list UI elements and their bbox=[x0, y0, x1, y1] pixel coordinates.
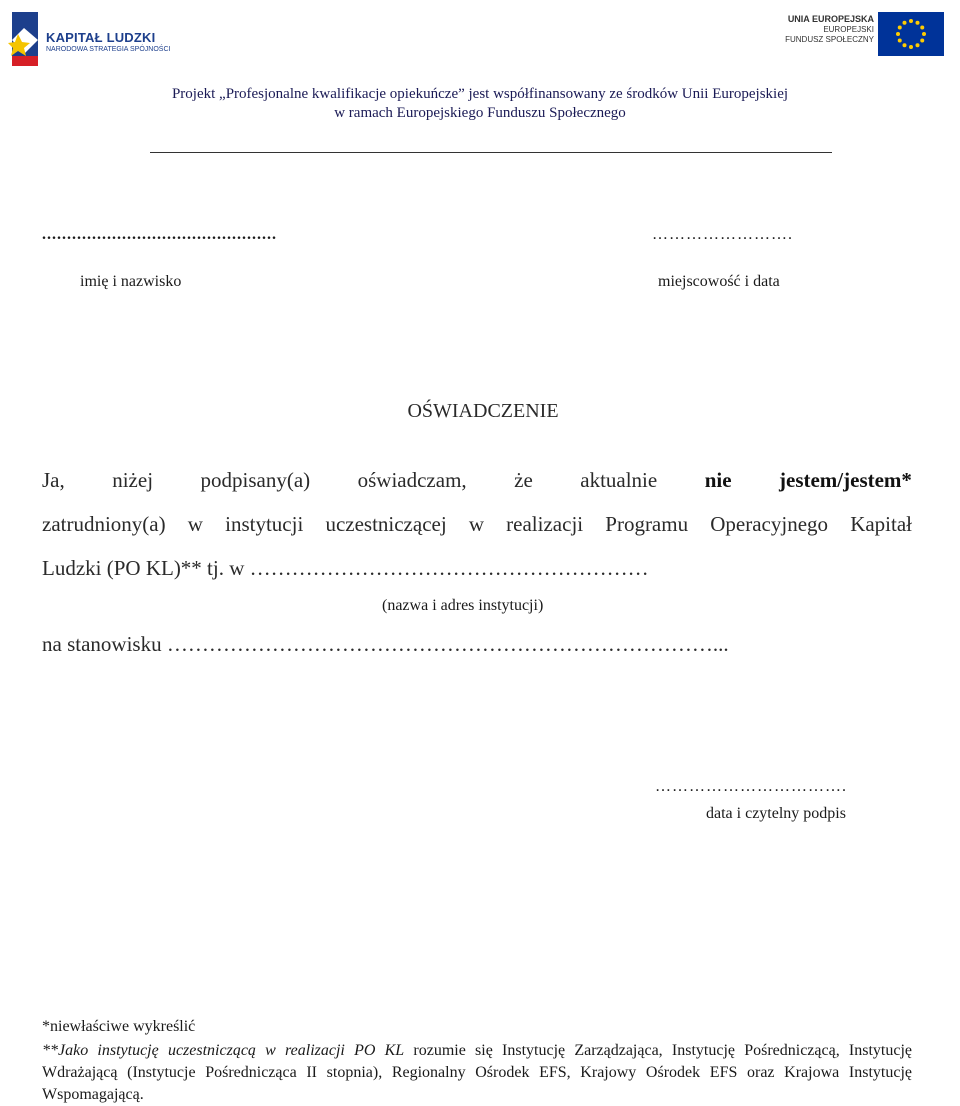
eu-logo-line3: FUNDUSZ SPOŁECZNY bbox=[785, 35, 874, 44]
footnote-2 bbox=[42, 1040, 912, 1106]
place-date-field-dots[interactable]: ……………………. bbox=[652, 226, 793, 243]
footnote-2-italic: **Jako instytucję uczestniczącą w realizacji PO KL bbox=[42, 1042, 405, 1059]
eu-star-icon bbox=[903, 21, 907, 25]
institution-field-line[interactable]: Ludzki (PO KL)** tj. w ………………………………………………… bbox=[42, 556, 649, 580]
logo-subtitle: NARODOWA STRATEGIA SPÓJNOŚCI bbox=[46, 46, 171, 53]
eu-logo-text bbox=[780, 14, 874, 45]
statement-word: Programu bbox=[605, 512, 689, 536]
logo-title: KAPITAŁ LUDZKI bbox=[46, 30, 156, 45]
footnote-1: *niewłaściwe wykreślić bbox=[42, 1018, 196, 1035]
kapital-ludzki-emblem-icon bbox=[8, 10, 42, 68]
statement-word: w bbox=[187, 512, 203, 536]
statement-line-1 bbox=[42, 468, 912, 493]
statement-word: w bbox=[468, 512, 485, 536]
statement-word: zatrudniony(a) bbox=[42, 512, 166, 536]
employment-option-not[interactable]: nie bbox=[704, 468, 732, 492]
statement-word: aktualnie bbox=[580, 468, 658, 492]
statement-word: realizacji bbox=[506, 512, 584, 536]
employment-option-am[interactable]: jestem/jestem* bbox=[779, 468, 912, 492]
position-field-line[interactable]: na stanowisku ……………………………………………………………………... bbox=[42, 632, 729, 656]
eu-star-icon bbox=[898, 39, 902, 43]
statement-line-2 bbox=[42, 512, 912, 537]
eu-star-icon bbox=[909, 19, 913, 23]
name-caption: imię i nazwisko bbox=[80, 273, 182, 290]
eu-star-icon bbox=[898, 26, 902, 30]
project-header-line2: w ramach Europejskiego Funduszu Społecznego bbox=[334, 105, 626, 121]
eu-efs-logo bbox=[780, 12, 946, 56]
statement-word: instytucji bbox=[225, 512, 304, 536]
footnote-2-text: rozumie się Instytucję Zarządzająca, Instytucję Pośredniczącą, Instytucję Wdrażającą (Instytucje Pośrednicząca II stopnia), Regionalny Ośrodek EFS, Krajowy Ośrodek EFS oraz Krajowa Instytucję Wspomagającą. bbox=[42, 1042, 913, 1103]
eu-logo-line1: UNIA EUROPEJSKA bbox=[787, 14, 874, 24]
eu-star-icon bbox=[909, 45, 913, 49]
statement-word: oświadczam, bbox=[357, 468, 467, 492]
eu-star-icon bbox=[916, 21, 920, 25]
statement-word: Ja, bbox=[42, 468, 65, 492]
eu-star-icon bbox=[916, 43, 920, 47]
eu-star-icon bbox=[903, 43, 907, 47]
kapital-ludzki-logo bbox=[8, 10, 171, 68]
statement-word: Operacyjnego bbox=[710, 512, 829, 536]
eu-logo-line2: EUROPEJSKI bbox=[823, 25, 874, 34]
name-field-dots[interactable]: ............................................... bbox=[42, 226, 277, 243]
signature-caption: data i czytelny podpis bbox=[706, 805, 846, 822]
header-divider bbox=[150, 152, 832, 153]
eu-flag-icon bbox=[878, 12, 944, 56]
eu-star-icon bbox=[920, 39, 924, 43]
place-date-caption: miejscowość i data bbox=[658, 273, 780, 290]
eu-star-icon bbox=[920, 26, 924, 30]
project-header-line1: Projekt „Profesjonalne kwalifikacje opiekuńcze” jest współfinansowany ze środków Unii Europejskiej bbox=[171, 86, 789, 102]
institution-caption: (nazwa i adres instytucji) bbox=[382, 597, 544, 614]
statement-word: Kapitał bbox=[850, 512, 912, 536]
statement-word: podpisany(a) bbox=[200, 468, 311, 492]
statement-word: że bbox=[514, 468, 533, 492]
statement-word: uczestniczącej bbox=[325, 512, 447, 536]
signature-field-dots[interactable]: ……………………………. bbox=[655, 778, 847, 795]
statement-word: niżej bbox=[112, 468, 154, 492]
document-title: OŚWIADCZENIE bbox=[407, 400, 559, 422]
eu-star-icon bbox=[922, 32, 926, 36]
eu-star-icon bbox=[896, 32, 900, 36]
